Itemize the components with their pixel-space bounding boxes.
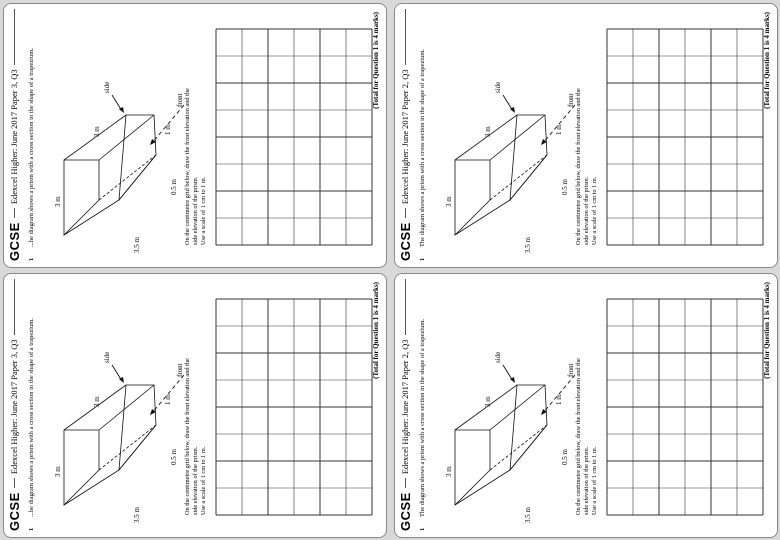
label-side: side: [103, 81, 111, 93]
instruction-line: On the centimetre grid below, draw the front elevation and the: [575, 88, 582, 245]
paper-title: Edexcel Higher: June 2017 Paper 2, Q3: [400, 69, 410, 205]
instruction-line: side elevation of the prism.: [191, 446, 199, 515]
centimetre-grid: [605, 22, 765, 247]
label-side: side: [103, 351, 111, 363]
instructions: [184, 358, 207, 515]
dim-bottom: 0.5 m: [170, 449, 178, 465]
dim-top: 3 m: [445, 466, 453, 477]
centimetre-grid: [605, 292, 765, 517]
dim-bottom: 0.5 m: [561, 449, 569, 465]
total-marks: (Total for Question 1 is 4 marks): [372, 282, 380, 379]
question-text: ...he diagram shows a prism with a cross section in the shape of a trapezium.: [28, 318, 35, 517]
instructions: [575, 88, 598, 245]
instruction-line: Use a scale of 1 cm to 1 m.: [199, 176, 207, 245]
instruction-line: Use a scale of 1 cm to 1 m.: [590, 446, 598, 515]
label-front: front: [567, 93, 575, 107]
dim-side: 3 m: [484, 396, 492, 407]
dim-side: 3 m: [484, 126, 492, 137]
question-text: ...he diagram shows a prism with a cross section in the shape of a trapezium.: [28, 48, 35, 247]
dim-side: 3 m: [93, 396, 101, 407]
question-number: 1: [419, 257, 426, 261]
dim-height: 1 m: [164, 124, 172, 135]
dim-left: 3.5 m: [133, 507, 141, 523]
dim-left: 3.5 m: [133, 237, 141, 253]
total-marks: (Total for Question 1 is 4 marks): [763, 282, 771, 379]
gcse-logo-text: GCSE: [6, 492, 22, 531]
worksheet-card: [3, 273, 387, 538]
prism-back-face: [119, 115, 156, 200]
dim-height: 1 m: [164, 394, 172, 405]
gcse-logo-text: GCSE: [397, 492, 413, 531]
centimetre-grid: [214, 22, 374, 247]
question-number: 1: [419, 527, 426, 531]
dim-left: 3.5 m: [524, 237, 532, 253]
instructions: [184, 88, 207, 245]
worksheet-card: [394, 273, 778, 538]
instruction-line: side elevation of the prism.: [191, 176, 199, 245]
dim-bottom: 0.5 m: [170, 179, 178, 195]
dim-top: 3 m: [54, 466, 62, 477]
dim-height: 1 m: [555, 394, 563, 405]
label-side: side: [494, 81, 502, 93]
instruction-line: On the centimetre grid below, draw the front elevation and the: [575, 358, 582, 515]
label-front: front: [176, 93, 184, 107]
dim-left: 3.5 m: [524, 507, 532, 523]
dim-top: 3 m: [445, 196, 453, 207]
instruction-line: Use a scale of 1 cm to 1 m.: [590, 176, 598, 245]
total-marks: (Total for Question 1 is 4 marks): [763, 12, 771, 109]
prism-diagram: [44, 285, 184, 525]
gcse-logo-text: GCSE: [397, 222, 413, 261]
paper-title: Edexcel Higher: June 2017 Paper 3, Q3: [9, 339, 19, 475]
question-number: 1: [28, 527, 35, 531]
card-header: [397, 9, 413, 261]
gcse-logo-text: GCSE: [6, 222, 22, 261]
paper-title: Edexcel Higher: June 2017 Paper 3, Q3: [9, 69, 19, 205]
instruction-line: On the centimetre grid below, draw the front elevation and the: [184, 88, 191, 245]
dim-height: 1 m: [555, 124, 563, 135]
label-front: front: [567, 363, 575, 377]
instructions: [575, 358, 598, 515]
card-header: [6, 9, 22, 261]
worksheet-card: [3, 3, 387, 268]
question-text: The diagram shows a prism with a cross section in the shape of a trapezium.: [419, 48, 426, 247]
dim-top: 3 m: [54, 196, 62, 207]
prism-diagram: [44, 15, 184, 255]
instruction-line: side elevation of the prism.: [582, 446, 590, 515]
paper-title: Edexcel Higher: June 2017 Paper 2, Q3: [400, 339, 410, 475]
instruction-line: On the centimetre grid below, draw the front elevation and the: [184, 358, 191, 515]
instruction-line: side elevation of the prism.: [582, 176, 590, 245]
card-header: [6, 279, 22, 531]
question-text: The diagram shows a prism with a cross section in the shape of a trapezium.: [419, 318, 426, 517]
prism-diagram: [435, 285, 575, 525]
label-side: side: [494, 351, 502, 363]
instruction-line: Use a scale of 1 cm to 1 m.: [199, 446, 207, 515]
worksheet-card: [394, 3, 778, 268]
dim-bottom: 0.5 m: [561, 179, 569, 195]
label-front: front: [176, 363, 184, 377]
question-number: 1: [28, 257, 35, 261]
card-header: [397, 279, 413, 531]
dim-side: 3 m: [93, 126, 101, 137]
total-marks: (Total for Question 1 is 4 marks): [372, 12, 380, 109]
centimetre-grid: [214, 292, 374, 517]
prism-diagram: [435, 15, 575, 255]
